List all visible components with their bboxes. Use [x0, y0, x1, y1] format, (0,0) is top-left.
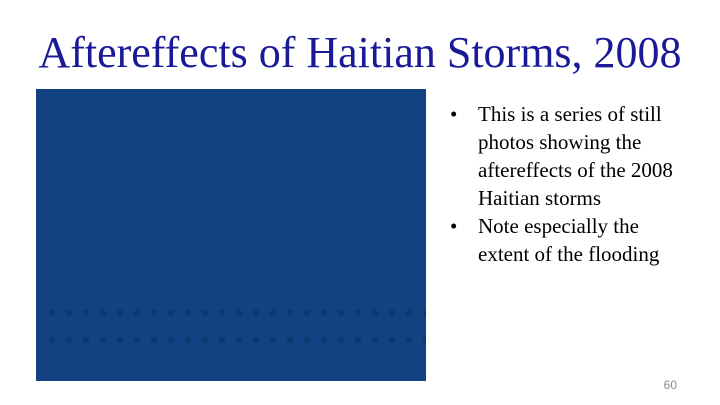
photo-slideshow-placeholder[interactable]: [36, 89, 426, 381]
page-number: 60: [663, 378, 677, 392]
bullet-text: This is a series of still photos showing the aftereffects of the 2008 Haitian storms: [478, 102, 673, 210]
bullet-list: [448, 100, 688, 268]
bullet-icon: •: [450, 102, 458, 126]
bullet-text: Note especially the extent of the flooding: [478, 214, 660, 266]
bullet-item: [448, 212, 688, 268]
bullet-icon: •: [450, 214, 458, 238]
slide-title: Aftereffects of Haitian Storms, 2008: [38, 28, 682, 77]
decorative-dot-row: [46, 334, 426, 346]
bullet-item: [448, 100, 688, 212]
decorative-dot-row: [46, 307, 426, 319]
